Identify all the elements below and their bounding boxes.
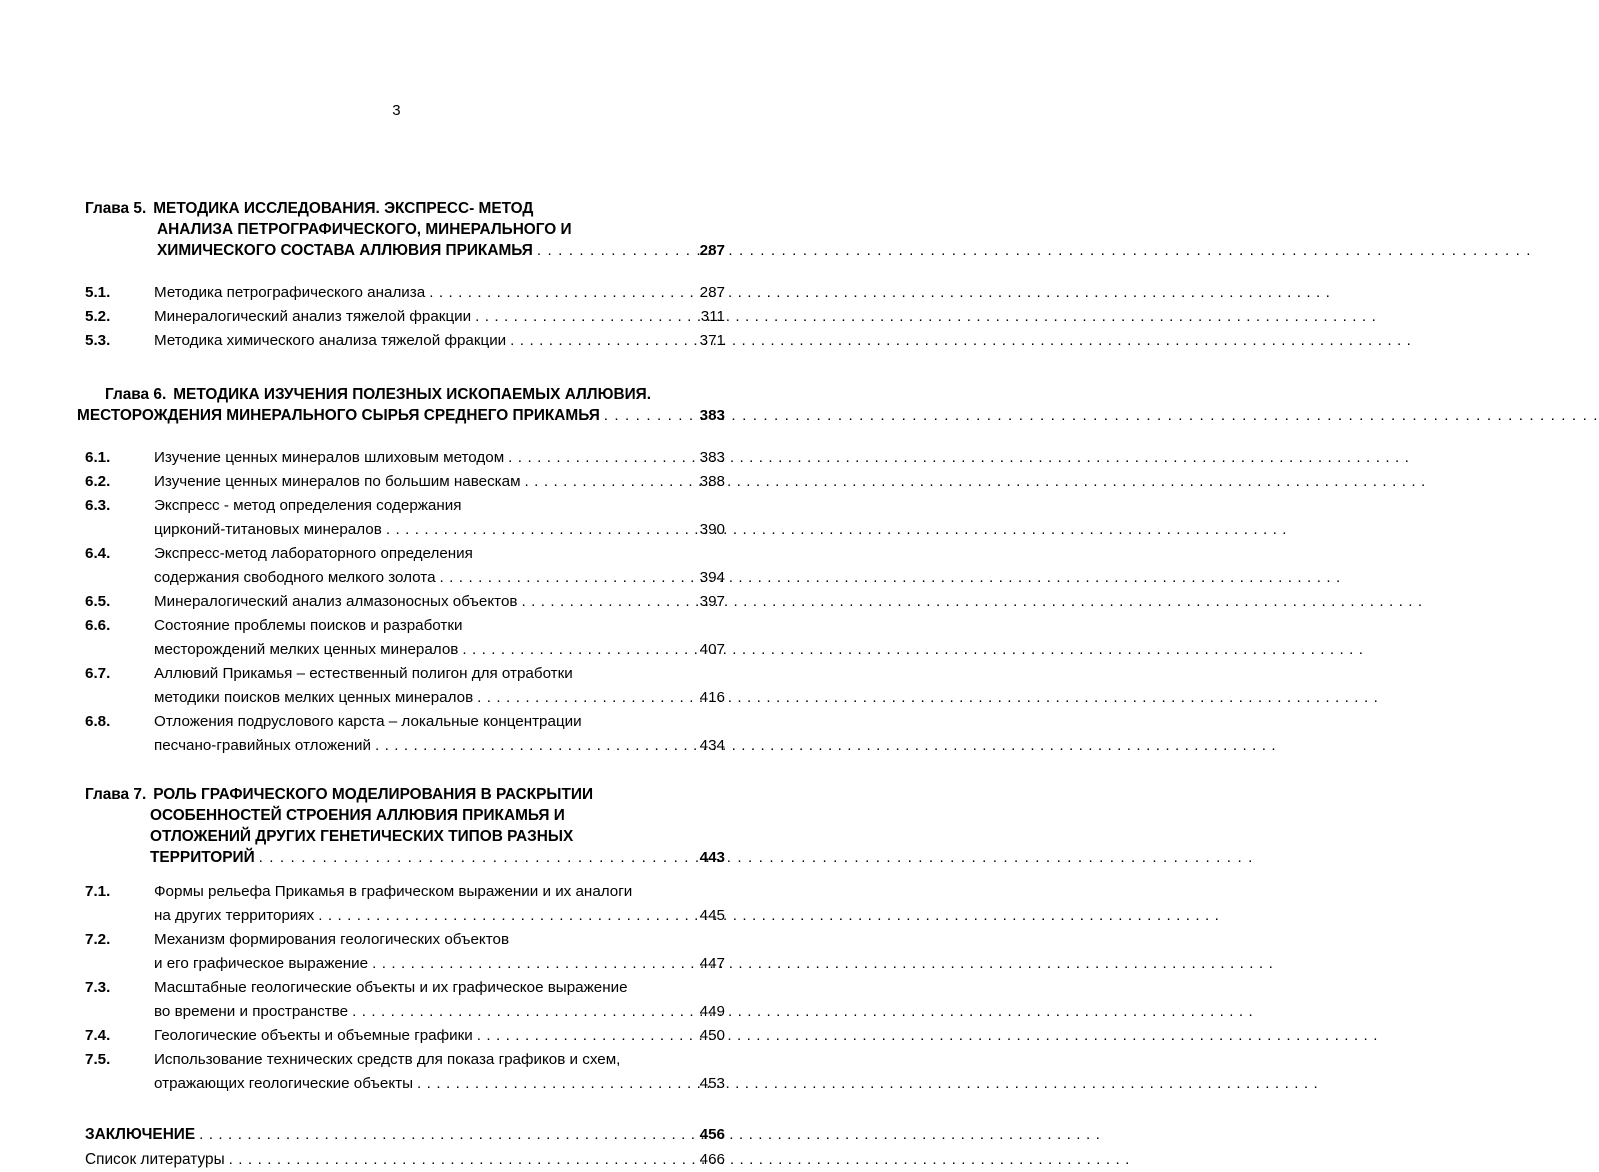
page-number: 3	[392, 102, 401, 119]
chapter-7-title-line-3: ОТЛОЖЕНИЙ ДРУГИХ ГЕНЕТИЧЕСКИХ ТИПОВ РАЗНЫХ	[150, 828, 574, 845]
section-number: 7.1.	[85, 883, 111, 900]
section-number: 5.2.	[85, 308, 111, 325]
section-page: 445	[699, 907, 725, 924]
backmatter-page: 466	[699, 1151, 725, 1168]
section-title: Изучение ценных минералов шлиховым методом	[154, 449, 505, 466]
section-title: Формы рельефа Прикамья в графическом выражении и их аналоги	[154, 883, 633, 900]
chapter-5-title-line-2: АНАЛИЗА ПЕТРОГРАФИЧЕСКОГО, МИНЕРАЛЬНОГО И	[157, 221, 572, 238]
section-title-cont: во времени и пространстве	[154, 1003, 349, 1020]
chapter-6-title-line-2: МЕСТОРОЖДЕНИЯ МИНЕРАЛЬНОГО СЫРЬЯ СРЕДНЕГО ПРИКАМЬЯ	[77, 407, 600, 424]
section-page: 453	[699, 1075, 725, 1092]
toc-entry-6-2[interactable]	[85, 470, 725, 494]
section-page: 450	[699, 1027, 725, 1044]
toc-entry-7-2[interactable]	[85, 928, 725, 952]
toc-entry-5-2[interactable]	[85, 305, 725, 329]
toc-entry-6-4[interactable]	[85, 542, 725, 566]
section-page: 383	[699, 449, 725, 466]
toc-entry-6-1[interactable]	[85, 446, 725, 470]
dot-leader	[465, 503, 685, 518]
section-title: Масштабные геологические объекты и их графическое выражение	[154, 979, 628, 996]
section-title: Аллювий Прикамья – естественный полигон для отработки	[154, 665, 573, 682]
dot-leader	[429, 290, 685, 305]
section-number: 7.3.	[85, 979, 111, 996]
section-title: Изучение ценных минералов по большим навескам	[154, 473, 521, 490]
toc-entry-5-1[interactable]	[85, 281, 725, 305]
section-page: 416	[699, 689, 725, 706]
dot-leader	[375, 743, 685, 758]
section-number: 7.5.	[85, 1051, 111, 1068]
spacer	[85, 353, 725, 384]
spacer	[85, 868, 725, 880]
backmatter-title: ЗАКЛЮЧЕНИЕ	[85, 1126, 196, 1143]
chapter-5-label: Глава 5.	[85, 200, 147, 217]
section-number: 6.2.	[85, 473, 111, 490]
chapter-5-title-line-3: ХИМИЧЕСКОГО СОСТАВА АЛЛЮВИЯ ПРИКАМЬЯ	[157, 242, 533, 259]
toc-entry-7-4[interactable]	[85, 1024, 725, 1048]
toc-entry-conclusion[interactable]	[85, 1122, 725, 1147]
chapter-7-label: Глава 7.	[85, 786, 147, 803]
section-page: 394	[699, 569, 725, 586]
dot-leader	[525, 479, 685, 494]
section-page: 388	[699, 473, 725, 490]
section-number: 6.1.	[85, 449, 111, 466]
toc-entry-7-3[interactable]	[85, 976, 725, 1000]
backmatter-title: Список литературы	[85, 1151, 225, 1168]
dot-leader	[477, 1033, 685, 1048]
section-number: 5.3.	[85, 332, 111, 349]
spacer	[85, 426, 725, 446]
dot-leader	[508, 455, 685, 470]
chapter-7-line-1	[85, 784, 725, 805]
dot-leader	[636, 889, 685, 904]
spacer	[85, 758, 725, 784]
section-title: Использование технических средств для показа графиков и схем,	[154, 1051, 621, 1068]
spacer	[85, 261, 725, 281]
dot-leader	[632, 985, 685, 1000]
section-title: Отложения подруслового карста – локальные концентрации	[154, 713, 582, 730]
section-page: 407	[699, 641, 725, 658]
section-number: 6.6.	[85, 617, 111, 634]
chapter-6-title-line-1: МЕТОДИКА ИЗУЧЕНИЯ ПОЛЕЗНЫХ ИСКОПАЕМЫХ АЛЛЮВИЯ.	[173, 386, 651, 403]
section-title-cont: цирконий-титановых минералов	[154, 521, 382, 538]
toc-entry-6-8[interactable]	[85, 710, 725, 734]
chapter-heading-7[interactable]	[85, 784, 725, 868]
section-title-cont: месторождений мелких ценных минералов	[154, 641, 459, 658]
dot-leader	[386, 527, 685, 542]
section-number: 6.8.	[85, 713, 111, 730]
dot-leader	[467, 623, 686, 638]
section-number: 5.1.	[85, 284, 111, 301]
chapter-7-title-line-2: ОСОБЕННОСТЕЙ СТРОЕНИЯ АЛЛЮВИЯ ПРИКАМЬЯ И	[150, 807, 565, 824]
table-of-contents	[77, 198, 725, 1172]
section-page: 287	[699, 284, 725, 301]
chapter-6-line-2	[77, 405, 725, 426]
section-title: Минералогический анализ алмазоносных объектов	[154, 593, 518, 610]
section-title: Минералогический анализ тяжелой фракции	[154, 308, 472, 325]
toc-entry-5-3[interactable]	[85, 329, 725, 353]
toc-entry-6-6-cont[interactable]	[85, 638, 725, 662]
section-number: 6.5.	[85, 593, 111, 610]
section-number: 7.4.	[85, 1027, 111, 1044]
chapter-5-line-3	[157, 240, 725, 261]
dot-leader	[475, 314, 685, 329]
dot-leader	[521, 599, 685, 614]
dot-leader	[577, 671, 685, 686]
toc-entry-6-6[interactable]	[85, 614, 725, 638]
section-page: 447	[699, 955, 725, 972]
dot-leader	[352, 1009, 685, 1024]
section-page: 390	[699, 521, 725, 538]
dot-leader	[586, 719, 685, 734]
dot-leader	[477, 551, 685, 566]
dot-leader	[510, 338, 685, 353]
chapter-5-page: 287	[699, 242, 725, 259]
section-title: Состояние проблемы поисков и разработки	[154, 617, 463, 634]
dot-leader	[229, 1157, 685, 1172]
dot-leader	[462, 647, 685, 662]
toc-entry-7-1-cont[interactable]	[85, 904, 725, 928]
section-title: Механизм формирования геологических объектов	[154, 931, 510, 948]
section-page: 434	[699, 737, 725, 754]
section-number: 6.4.	[85, 545, 111, 562]
section-title: Методика петрографического анализа	[154, 284, 426, 301]
section-title-cont: и его графическое выражение	[154, 955, 369, 972]
toc-entry-7-3-cont[interactable]	[85, 1000, 725, 1024]
toc-entry-6-7[interactable]	[85, 662, 725, 686]
dot-leader	[372, 961, 685, 976]
chapter-7-title-line-1: РОЛЬ ГРАФИЧЕСКОГО МОДЕЛИРОВАНИЯ В РАСКРЫТИИ	[153, 786, 594, 803]
toc-entry-6-5[interactable]	[85, 590, 725, 614]
dot-leader	[624, 1057, 685, 1072]
chapter-7-page: 443	[699, 849, 725, 866]
toc-entry-7-1[interactable]	[85, 880, 725, 904]
dot-leader	[477, 695, 685, 710]
chapter-7-title-line-4: ТЕРРИТОРИЙ	[150, 849, 255, 866]
chapter-5-title-line-1: МЕТОДИКА ИССЛЕДОВАНИЯ. ЭКСПРЕСС- МЕТОД	[153, 200, 534, 217]
section-title-cont: методики поисков мелких ценных минералов	[154, 689, 474, 706]
section-title-cont: песчано-гравийных отложений	[154, 737, 371, 754]
toc-entry-bibliography[interactable]	[85, 1147, 725, 1172]
toc-entry-7-5[interactable]	[85, 1048, 725, 1072]
section-title-cont: отражающих геологические объекты	[154, 1075, 414, 1092]
section-page: 397	[699, 593, 725, 610]
toc-entry-6-3-cont[interactable]	[85, 518, 725, 542]
dot-leader	[440, 575, 685, 590]
dot-leader	[318, 913, 685, 928]
toc-entry-6-3[interactable]	[85, 494, 725, 518]
dot-leader	[604, 411, 685, 426]
dot-leader	[537, 246, 685, 261]
toc-entry-7-2-cont[interactable]	[85, 952, 725, 976]
chapter-5-line-2	[157, 219, 725, 240]
section-page: 371	[699, 332, 725, 349]
section-page: 449	[699, 1003, 725, 1020]
chapter-heading-6[interactable]	[77, 384, 725, 426]
chapter-6-label: Глава 6.	[105, 386, 167, 403]
toc-entry-6-7-cont[interactable]	[85, 686, 725, 710]
backmatter-page: 456	[699, 1126, 725, 1143]
section-number: 7.2.	[85, 931, 111, 948]
section-page: 311	[700, 308, 725, 325]
chapter-7-line-4	[150, 847, 725, 868]
toc-entry-7-5-cont[interactable]	[85, 1072, 725, 1096]
section-title: Методика химического анализа тяжелой фракции	[154, 332, 507, 349]
section-title-cont: на других территориях	[154, 907, 315, 924]
chapter-5-line-1	[85, 198, 725, 219]
dot-leader	[417, 1081, 685, 1096]
document-page	[0, 0, 793, 1168]
section-title: Геологические объекты и объемные графики	[154, 1027, 473, 1044]
toc-entry-6-8-cont[interactable]	[85, 734, 725, 758]
chapter-6-line-1	[77, 384, 725, 405]
section-number: 6.3.	[85, 497, 111, 514]
dot-leader	[199, 1132, 685, 1147]
section-title-cont: содержания свободного мелкого золота	[154, 569, 436, 586]
dot-leader	[513, 937, 685, 952]
section-title: Экспресс - метод определения содержания	[154, 497, 462, 514]
toc-entry-6-4-cont[interactable]	[85, 566, 725, 590]
chapter-7-line-2	[150, 805, 725, 826]
chapter-7-line-3	[150, 826, 725, 847]
chapter-6-page: 383	[699, 407, 725, 424]
section-title: Экспресс-метод лабораторного определения	[154, 545, 473, 562]
dot-leader	[259, 853, 685, 868]
chapter-heading-5[interactable]	[85, 198, 725, 261]
section-number: 6.7.	[85, 665, 111, 682]
spacer	[85, 1096, 725, 1122]
